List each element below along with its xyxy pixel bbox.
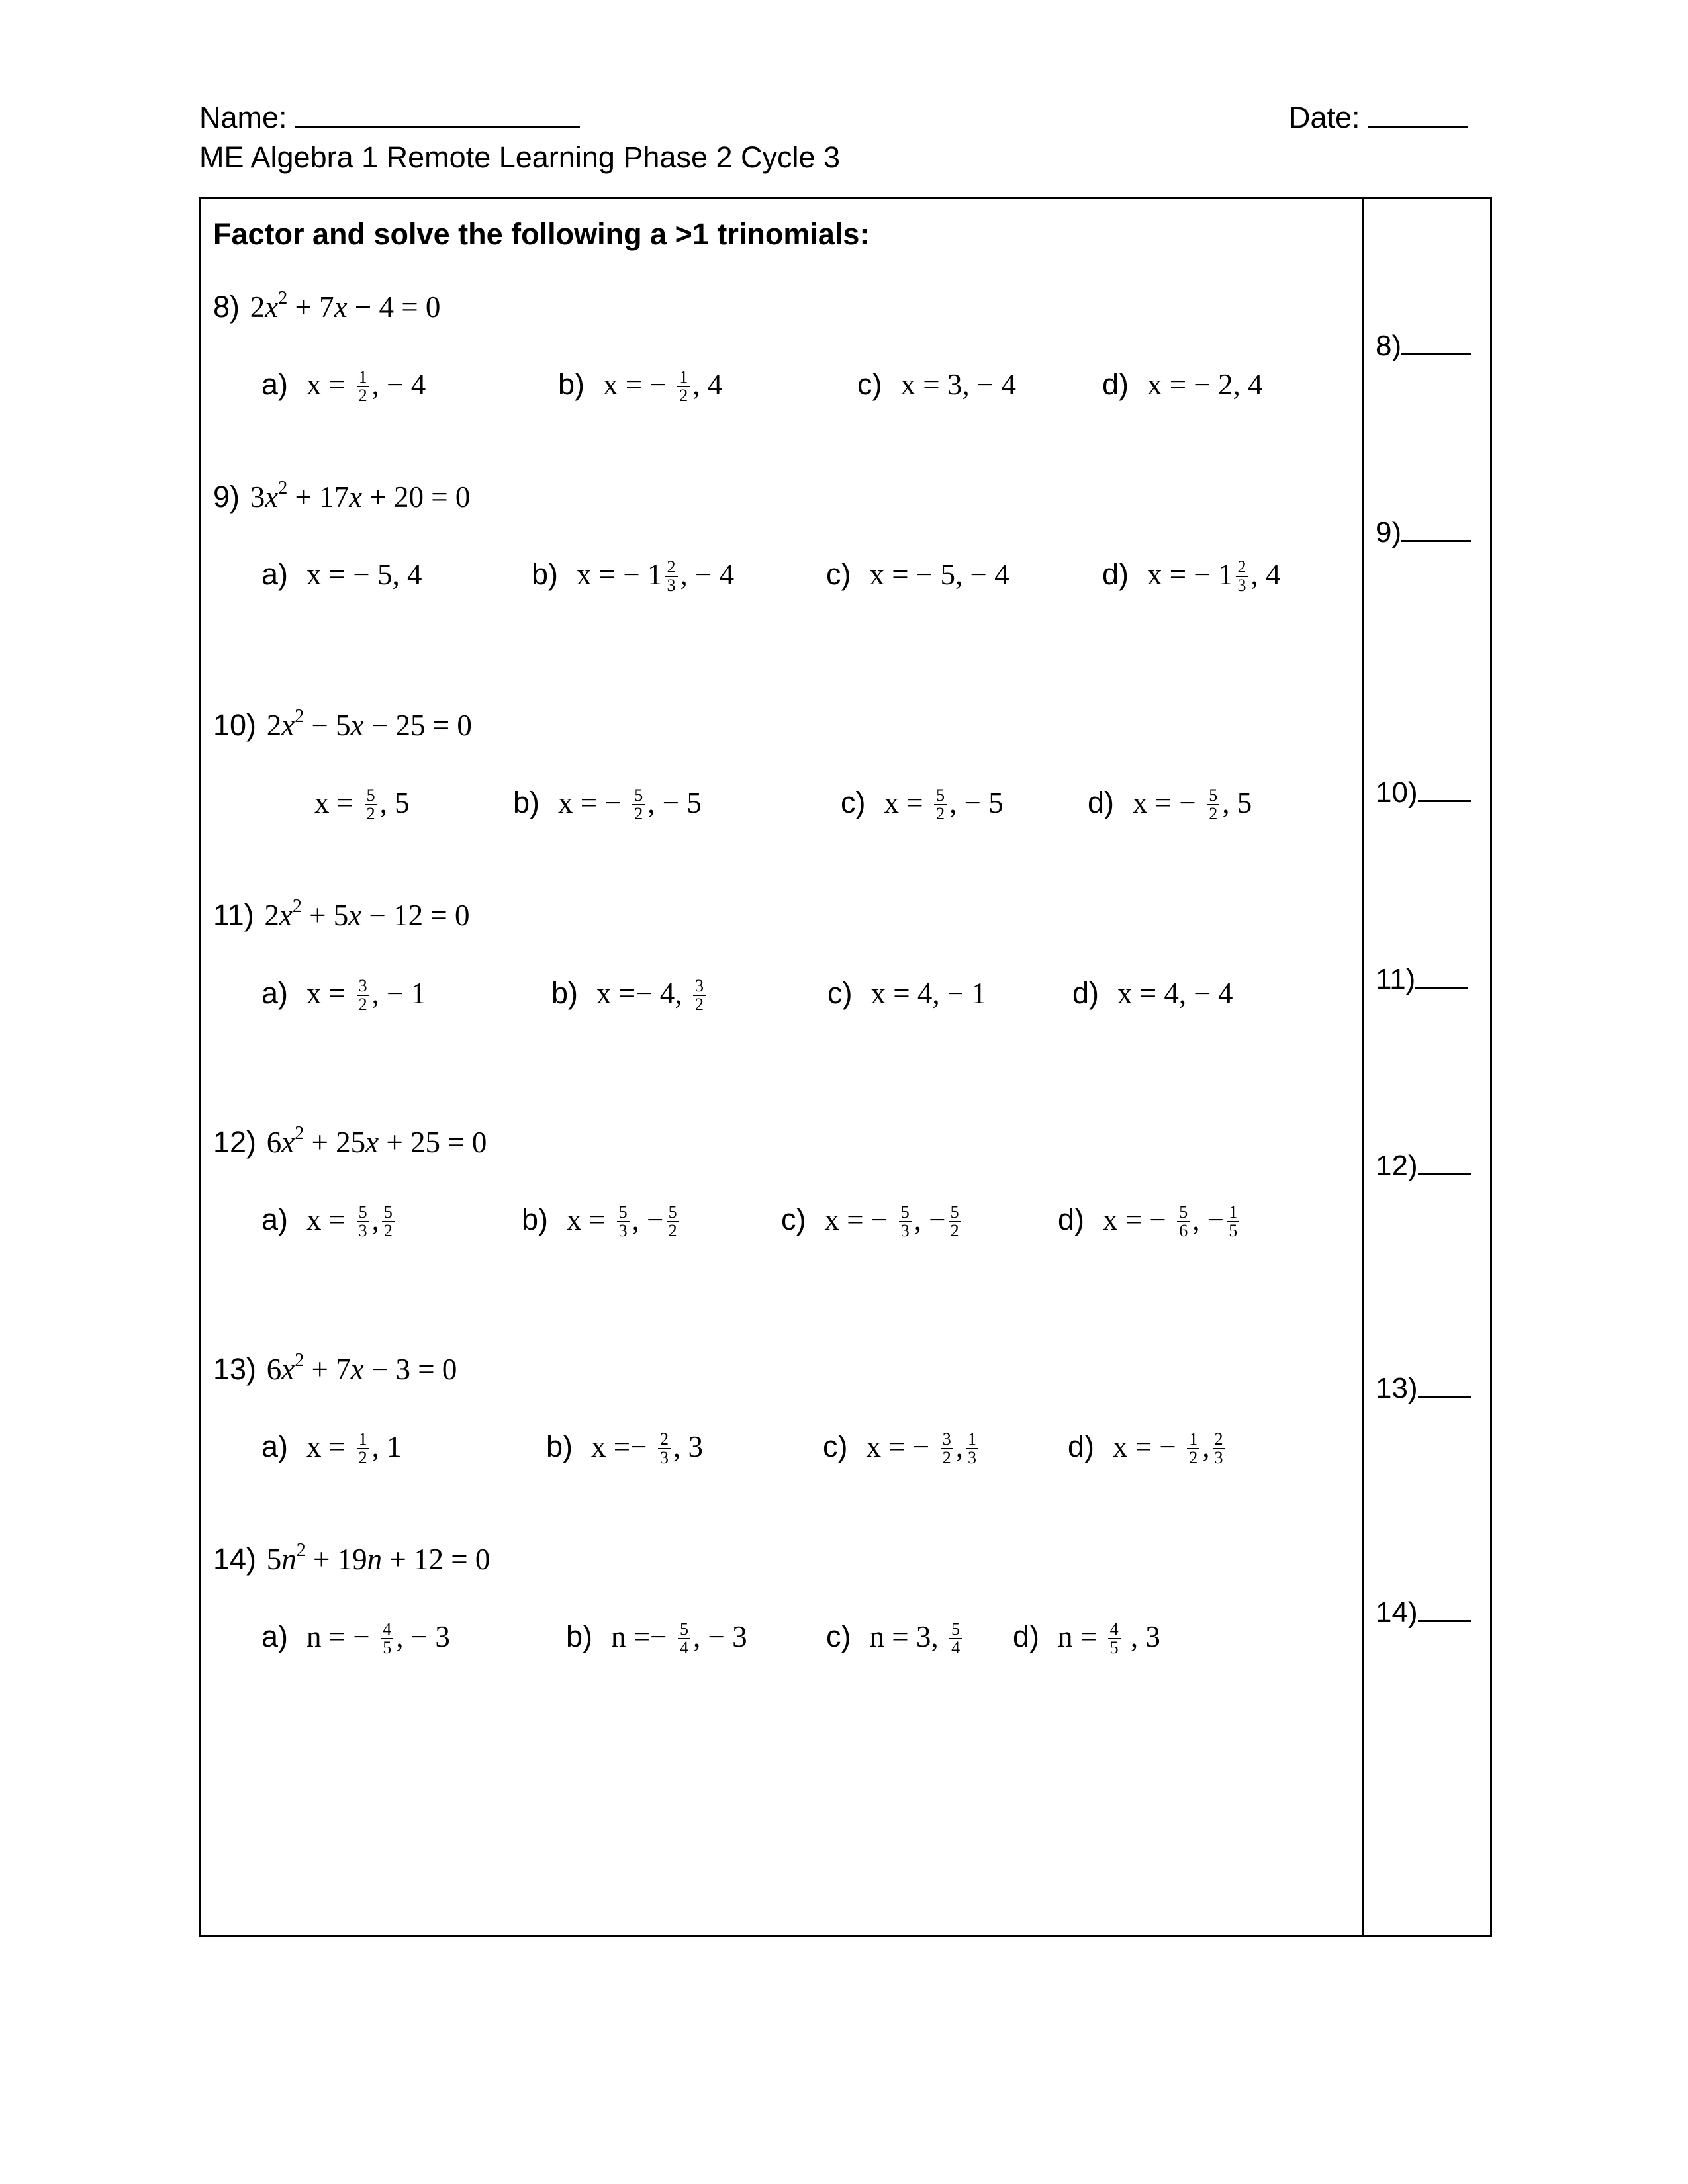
- option-8d[interactable]: d) x = − 2, 4: [1102, 367, 1263, 401]
- equation: $3x^2 + 17x + 20 = 0$: [250, 478, 471, 514]
- fraction: $\frac{5}{2}$: [382, 1204, 395, 1240]
- option-11c[interactable]: c) x = 4, − 1: [827, 976, 987, 1010]
- fraction: $\frac{1}{2}$: [677, 369, 690, 404]
- fraction: $\frac{4}{5}$: [381, 1621, 393, 1657]
- equation: $2x^2 + 5x - 12 = 0$: [264, 896, 470, 932]
- fraction: $\frac{5}{4}$: [949, 1621, 962, 1657]
- fraction: $\frac{3}{2}$: [693, 978, 706, 1013]
- fraction: $\frac{2}{3}$: [665, 559, 678, 594]
- question-10: [213, 708, 472, 743]
- question-12: [213, 1125, 487, 1160]
- fraction: $\frac{3}{2}$: [941, 1431, 953, 1467]
- option-9d[interactable]: d) x = − 1 $\frac{2}{3}$ , 4: [1102, 557, 1281, 596]
- option-12c[interactable]: c) x = − $\frac{5}{3}$ , − $\frac{5}{2}$: [781, 1203, 964, 1240]
- fraction: $\frac{5}{4}$: [678, 1621, 690, 1657]
- fraction: $\frac{5}{6}$: [1177, 1204, 1190, 1240]
- fraction: $\frac{5}{3}$: [357, 1204, 369, 1240]
- option-9b[interactable]: b) x = − 1 $\frac{2}{3}$ , − 4: [532, 557, 735, 596]
- question-number: 14): [213, 1542, 257, 1576]
- date-label: Date:: [1289, 101, 1360, 134]
- question-9: [213, 480, 470, 514]
- fraction: $\frac{1}{3}$: [966, 1431, 978, 1467]
- option-10b[interactable]: b) x = − $\frac{5}{2}$ , − 5: [513, 786, 702, 824]
- answer-blank-11[interactable]: 11): [1376, 963, 1468, 996]
- option-10c[interactable]: c) x = $\frac{5}{2}$ , − 5: [841, 786, 1004, 824]
- question-number: 10): [213, 708, 257, 742]
- option-11d[interactable]: d) x = 4, − 4: [1072, 976, 1233, 1010]
- fraction: $\frac{5}{2}$: [1207, 787, 1219, 823]
- option-8b[interactable]: b) x = − $\frac{1}{2}$ , 4: [558, 367, 723, 406]
- question-number: 8): [213, 290, 240, 324]
- fraction: $\frac{5}{2}$: [949, 1204, 961, 1240]
- worksheet-box: [199, 197, 1492, 1937]
- page-subtitle: ME Algebra 1 Remote Learning Phase 2 Cycle 3: [199, 140, 841, 174]
- question-14: [213, 1542, 490, 1576]
- option-9c[interactable]: c) x = − 5, − 4: [826, 557, 1009, 591]
- fraction: $\frac{2}{3}$: [658, 1431, 671, 1467]
- equation: $5n^2 + 19n + 12 = 0$: [266, 1540, 491, 1576]
- fraction: $\frac{5}{3}$: [899, 1204, 912, 1240]
- option-10d[interactable]: d) x = − $\frac{5}{2}$ , 5: [1088, 786, 1252, 824]
- equation: $2x^2 + 7x - 4 = 0$: [250, 288, 441, 324]
- option-8c[interactable]: c) x = 3, − 4: [857, 367, 1017, 401]
- fraction: $\frac{4}{5}$: [1108, 1621, 1121, 1657]
- option-13d[interactable]: d) x = − $\frac{1}{2}$ , $\frac{2}{3}$: [1068, 1430, 1228, 1467]
- fraction: $\frac{5}{2}$: [667, 1204, 679, 1240]
- question-number: 11): [213, 898, 254, 932]
- fraction: $\frac{5}{2}$: [632, 787, 645, 823]
- option-13a[interactable]: a) x = $\frac{1}{2}$ , 1: [261, 1430, 402, 1468]
- fraction: $\frac{5}{3}$: [617, 1204, 630, 1240]
- fraction: $\frac{5}{2}$: [365, 787, 377, 823]
- answer-blank-14[interactable]: 14): [1376, 1596, 1471, 1629]
- option-13c[interactable]: c) x = − $\frac{3}{2}$ , $\frac{1}{3}$: [823, 1430, 981, 1467]
- fraction: $\frac{1}{5}$: [1227, 1204, 1239, 1240]
- fraction: $\frac{2}{3}$: [1213, 1431, 1225, 1467]
- fraction: $\frac{1}{2}$: [357, 369, 369, 404]
- option-14b[interactable]: b) n =− $\frac{5}{4}$ , − 3: [566, 1619, 747, 1658]
- option-14d[interactable]: d) n = $\frac{4}{5}$ , 3: [1013, 1619, 1160, 1658]
- answer-blank-12[interactable]: 12): [1376, 1150, 1471, 1183]
- option-12b[interactable]: b) x = $\frac{5}{3}$ , − $\frac{5}{2}$: [522, 1203, 682, 1240]
- option-8a[interactable]: a) x = $\frac{1}{2}$ , − 4: [261, 367, 426, 406]
- option-9a[interactable]: a) x = − 5, 4: [261, 557, 422, 591]
- question-11: [213, 898, 470, 933]
- fraction: $\frac{1}{2}$: [357, 1431, 369, 1467]
- question-number: 12): [213, 1125, 257, 1159]
- fraction: $\frac{5}{2}$: [934, 787, 947, 823]
- option-14c[interactable]: c) n = 3, $\frac{5}{4}$: [826, 1619, 964, 1657]
- answer-blank-8[interactable]: 8): [1376, 330, 1471, 363]
- equation: $6x^2 + 7x - 3 = 0$: [266, 1350, 457, 1386]
- answer-blank-10[interactable]: 10): [1376, 776, 1471, 809]
- answer-blank-9[interactable]: 9): [1376, 516, 1471, 549]
- date-field: [1289, 99, 1468, 135]
- name-field: [199, 99, 580, 135]
- option-13b[interactable]: b) x =− $\frac{2}{3}$ , 3: [546, 1430, 704, 1468]
- date-blank[interactable]: [1368, 99, 1468, 128]
- equation: $2x^2 - 5x - 25 = 0$: [266, 706, 472, 742]
- answer-column-divider: [1362, 197, 1364, 1937]
- fraction: $\frac{1}{2}$: [1187, 1431, 1199, 1467]
- instructions: Factor and solve the following a >1 trinomials:: [213, 217, 870, 251]
- option-12d[interactable]: d) x = − $\frac{5}{6}$ , − $\frac{1}{5}$: [1058, 1203, 1242, 1240]
- answer-blank-13[interactable]: 13): [1376, 1372, 1471, 1405]
- fraction: $\frac{3}{2}$: [357, 978, 369, 1013]
- option-11b[interactable]: b) x =− 4, $\frac{3}{2}$: [551, 976, 708, 1013]
- option-14a[interactable]: a) n = − $\frac{4}{5}$ , − 3: [261, 1619, 450, 1658]
- question-number: 9): [213, 480, 240, 514]
- option-12a[interactable]: a) x = $\frac{5}{3}$ , $\frac{5}{2}$: [261, 1203, 397, 1240]
- question-13: [213, 1352, 457, 1387]
- question-number: 13): [213, 1352, 257, 1386]
- equation: $6x^2 + 25x + 25 = 0$: [266, 1123, 487, 1159]
- question-8: [213, 290, 440, 324]
- name-label: Name:: [199, 101, 287, 134]
- name-blank[interactable]: [295, 99, 580, 128]
- option-10a[interactable]: x = $\frac{5}{2}$ , 5: [314, 786, 410, 824]
- fraction: $\frac{2}{3}$: [1236, 559, 1248, 594]
- option-11a[interactable]: a) x = $\frac{3}{2}$ , − 1: [261, 976, 426, 1015]
